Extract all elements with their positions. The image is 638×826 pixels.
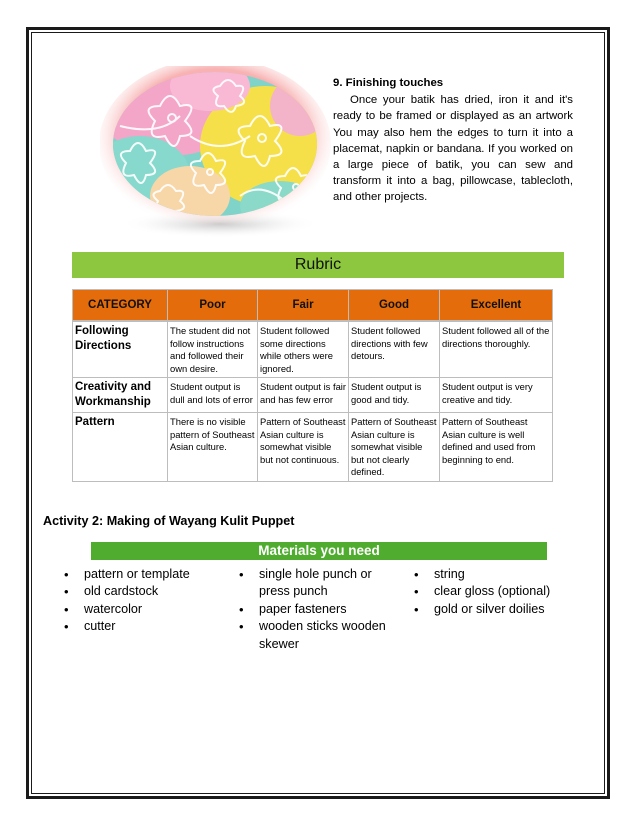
activity-title: Activity 2: Making of Wayang Kulit Puppet [43,514,295,528]
finishing-touches-title: 9. Finishing touches [333,77,444,89]
rubric-row-following-directions [73,322,553,378]
rubric-poor-cell: Student output is dull and lots of error [168,378,258,413]
materials-list-col2 [239,566,389,653]
materials-list-col1 [64,566,224,636]
rubric-fair-cell: Student followed some directions while others were ignored. [258,322,349,378]
rubric-header-row [73,290,553,321]
rubric-header-excellent: Excellent [440,290,553,321]
materials-list-item: • gold or silver doilies [414,601,574,618]
rubric-header-good: Good [349,290,440,321]
materials-list-item: • clear gloss (optional) [414,583,574,600]
batik-artwork-svg [100,66,335,241]
rubric-heading-bar: Rubric [72,252,564,278]
rubric-excellent-cell: Student followed all of the directions thoroughly. [440,322,553,378]
batik-artwork-image [100,66,335,241]
materials-list-item: • single hole punch or press punch [239,566,389,601]
materials-list-item: • paper fasteners [239,601,389,618]
rubric-poor-cell: There is no visible pattern of Southeast Asian culture. [168,413,258,482]
rubric-header-poor: Poor [168,290,258,321]
rubric-header-category: CATEGORY [73,290,168,321]
materials-list-item: • old cardstock [64,583,224,600]
rubric-excellent-cell: Student output is very creative and tidy. [440,378,553,413]
rubric-category-cell: Pattern [73,413,168,482]
materials-list-item: • watercolor [64,601,224,618]
finishing-touches-section [333,75,573,206]
rubric-row-creativity [73,378,553,413]
rubric-poor-cell: The student did not follow instructions and followed their own desire. [168,322,258,378]
rubric-category-cell: Following Directions [73,322,168,378]
materials-list-item: • pattern or template [64,566,224,583]
rubric-excellent-cell: Pattern of Southeast Asian culture is well defined and used from beginning to end. [440,413,553,482]
rubric-good-cell: Student output is good and tidy. [349,378,440,413]
materials-list-item: • wooden sticks wooden skewer [239,618,389,653]
rubric-good-cell: Pattern of Southeast Asian culture is somewhat visible but not clearly defined. [349,413,440,482]
finishing-touches-body: Once your batik has dried, iron it and it's ready to be framed or displayed as an artwork You may also hem the edges to turn it into a placemat, napkin or bandana. If you worked on a large piece of batik, you can sew and transform it into a bag, pillowcase, tablecloth, and other projects. [333,94,573,204]
rubric-table [72,289,553,482]
rubric-fair-cell: Student output is fair and has few error [258,378,349,413]
rubric-category-cell: Creativity and Workmanship [73,378,168,413]
materials-list-col3 [414,566,574,618]
rubric-row-pattern [73,413,553,482]
materials-list-item: • cutter [64,618,224,635]
materials-list-item: • string [414,566,574,583]
rubric-header-fair: Fair [258,290,349,321]
rubric-fair-cell: Pattern of Southeast Asian culture is somewhat visible but not continuous. [258,413,349,482]
materials-heading-bar: Materials you need [91,542,547,560]
rubric-good-cell: Student followed directions with few detours. [349,322,440,378]
